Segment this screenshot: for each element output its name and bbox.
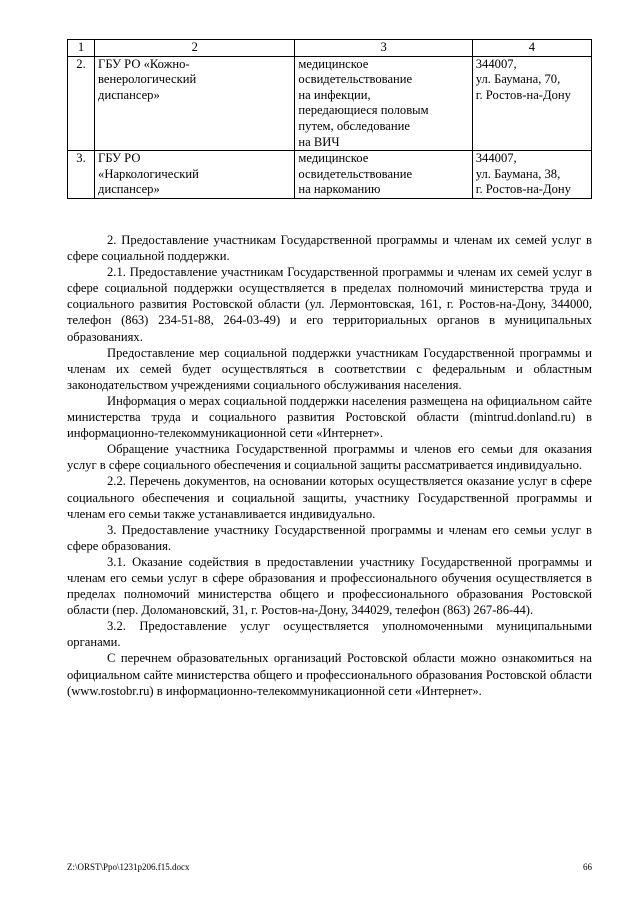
cell-line: г. Ростов-на-Дону [475, 182, 571, 197]
organization-cell [95, 56, 295, 151]
paragraph: С перечнем образовательных организаций Ростовской области можно ознакомиться на официальном сайте министерства общего и профессионального образования Ростовской области (www.rostobr.ru) в информационно-телекоммуникационной сети «Интернет». [67, 651, 592, 698]
paragraph: 3. Предоставление участнику Государственной программы и членам его семьи услуг в сфере образования. [67, 522, 592, 553]
cell-line: освидетельствование [298, 166, 413, 181]
cell-line: «Наркологический [98, 166, 199, 181]
page-number: 66 [583, 862, 592, 872]
table-header-row [68, 40, 592, 57]
paragraph: 3.1. Оказание содействия в предоставлении участнику Государственной программы и членам его семьи услуг в сфере образования и профессионального обучения осуществляется в пределах полномочий министерства общего и профессионального образования Ростовской области (пер. Доломановский, 31, г. Ростов-на-Дону, 344029, телефон (863) 267-86-44). [67, 554, 592, 618]
cell-line: путем, обследование [298, 118, 410, 133]
cell-line: 344007, [475, 56, 517, 71]
cell-line: на ВИЧ [298, 134, 340, 149]
service-cell [295, 151, 472, 199]
cell-line: венерологический [98, 72, 197, 87]
cell-line: передающиеся половым [298, 103, 429, 118]
paragraph: 2. Предоставление участникам Государственной программы и членам их семей услуг в сфере социальной поддержки. [67, 233, 592, 264]
cell-line: ГБУ РО [98, 151, 141, 166]
row-number: 2. [68, 56, 95, 151]
cell-line: медицинское [298, 56, 369, 71]
paragraph: 2.1. Предоставление участникам Государственной программы и членам их семей услуг в сфере социальной поддержки осуществляется в пределах полномочий министерства труда и социального развития Ростовской области (ул. Лермонтовская, 161, г. Ростов-на-Дону, 344000, телефон (863) 234-51-88, 264-03-49) и его территориальных органов в муниципальных образованиях. [67, 265, 592, 344]
header-cell-3: 3 [295, 40, 472, 57]
paragraph: 2.2. Перечень документов, на основании которых осуществляется оказание услуг в сфере социального обеспечения и социальной защиты, участнику Государственной программы и членам его семьи также устанавливается индивидуально. [67, 474, 592, 521]
cell-line: диспансер» [98, 182, 160, 197]
cell-line: медицинское [298, 151, 369, 166]
address-cell [472, 56, 591, 151]
organization-cell [95, 151, 295, 199]
cell-line: на инфекции, [298, 87, 371, 102]
cell-line: г. Ростов-на-Дону [475, 87, 571, 102]
table-row [68, 151, 592, 199]
table-row [68, 56, 592, 151]
service-cell [295, 56, 472, 151]
file-path: Z:\ORST\Ppo\1231p206.f15.docx [67, 862, 190, 872]
cell-line: освидетельствование [298, 72, 413, 87]
row-number: 3. [68, 151, 95, 199]
paragraph: 3.2. Предоставление услуг осуществляется уполномоченными муниципальными органами. [67, 619, 592, 650]
paragraph: Информация о мерах социальной поддержки населения размещена на официальном сайте министерства труда и социального развития Ростовской области (mintrud.donland.ru) в информационно-телекоммуникационной сети «Интернет». [67, 393, 592, 441]
header-cell-2: 2 [95, 40, 295, 57]
body-text [67, 232, 592, 699]
cell-line: диспансер» [98, 87, 160, 102]
services-table [67, 39, 592, 199]
paragraph: Предоставление мер социальной поддержки участникам Государственной программы и членам их семей будет осуществляться в соответствии с федеральным и областным законодательством учреждениями социального обслуживания населения. [67, 345, 592, 392]
cell-line: ГБУ РО «Кожно- [98, 56, 190, 71]
paragraph: Обращение участника Государственной программы и членов его семьи для оказания услуг в сфере социального обеспечения и социальной защиты рассматривается индивидуально. [67, 442, 592, 473]
cell-line: на наркоманию [298, 182, 381, 197]
page-footer [67, 861, 592, 873]
cell-line: 344007, [475, 151, 517, 166]
header-cell-1: 1 [68, 40, 95, 57]
cell-line: ул. Баумана, 70, [475, 72, 561, 87]
address-cell [472, 151, 591, 199]
cell-line: ул. Баумана, 38, [475, 166, 561, 181]
header-cell-4: 4 [472, 40, 591, 57]
